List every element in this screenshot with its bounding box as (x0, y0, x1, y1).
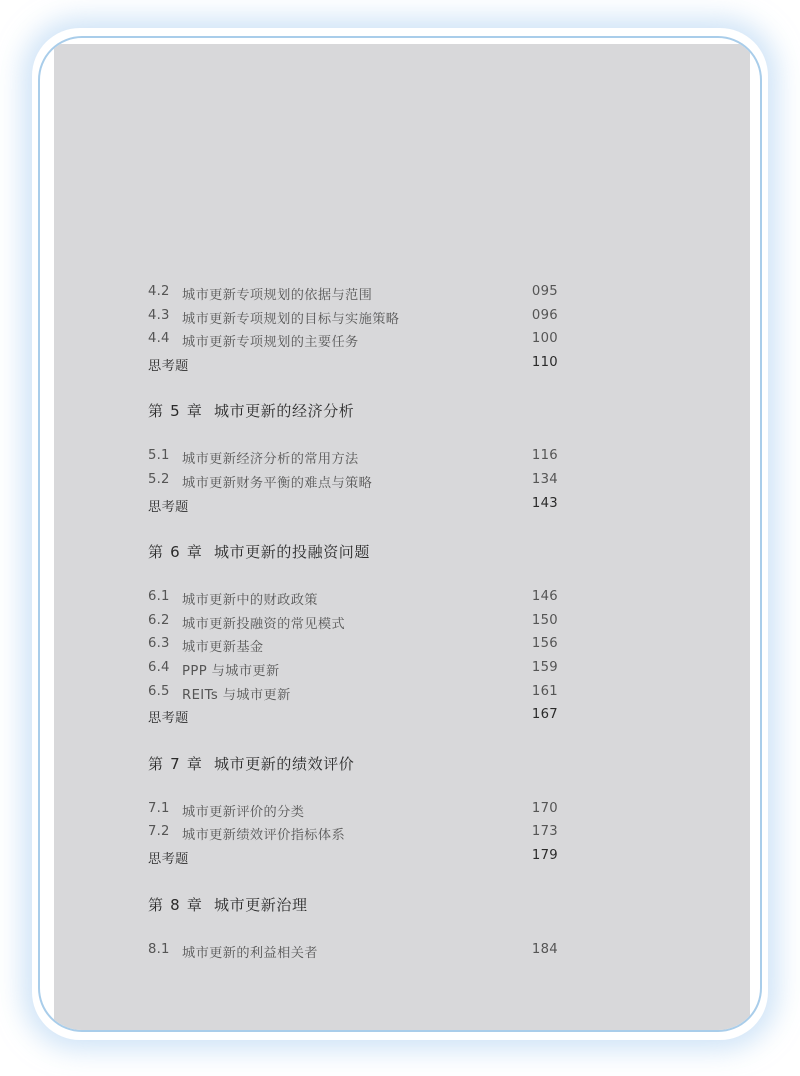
toc-entry[interactable] (148, 940, 558, 964)
section-number: 7.2 (148, 824, 170, 840)
review-questions-entry[interactable] (148, 494, 558, 518)
chapter-title: 城市更新的投融资问题 (214, 543, 371, 562)
toc-entry[interactable] (148, 822, 558, 846)
chapter-title: 城市更新的经济分析 (214, 402, 355, 421)
page-number: 116 (531, 448, 558, 464)
section-number: 4.3 (148, 307, 170, 323)
page-number: 096 (531, 307, 558, 323)
device-frame (38, 36, 762, 1032)
review-questions-entry[interactable] (148, 353, 558, 377)
section-number: 7.1 (148, 800, 170, 816)
chapter-heading[interactable] (148, 753, 558, 799)
toc-entry[interactable] (148, 282, 558, 306)
chapter-heading[interactable] (148, 894, 558, 940)
chapter-number: 第 8 章 (148, 895, 204, 914)
section-title: 城市更新专项规划的目标与实施策略 (182, 311, 400, 327)
page-number: 134 (531, 471, 558, 487)
review-questions-title: 思考题 (148, 711, 189, 727)
page-number: 179 (531, 847, 558, 863)
chapter-heading[interactable] (148, 541, 558, 587)
section-number: 6.4 (148, 659, 170, 675)
page-number: 150 (531, 612, 558, 628)
section-number: 6.2 (148, 612, 170, 628)
page-number: 184 (531, 941, 558, 957)
section-title: 城市更新专项规划的主要任务 (182, 335, 359, 351)
page-number: 100 (531, 331, 558, 347)
toc-entry[interactable] (148, 658, 558, 682)
chapter-title: 城市更新治理 (214, 895, 308, 914)
document-page (54, 44, 750, 1030)
toc-entry[interactable] (148, 587, 558, 611)
review-questions-title: 思考题 (148, 499, 189, 515)
section-number: 4.4 (148, 331, 170, 347)
review-questions-title: 思考题 (148, 851, 189, 867)
toc-entry[interactable] (148, 611, 558, 635)
toc-entry[interactable] (148, 799, 558, 823)
toc-entry[interactable] (148, 446, 558, 470)
toc-entry[interactable] (148, 306, 558, 330)
chapter-number: 第 6 章 (148, 543, 204, 562)
page-number: 159 (531, 659, 558, 675)
chapter-heading[interactable] (148, 400, 558, 446)
section-number: 4.2 (148, 284, 170, 299)
page-number: 143 (531, 495, 558, 511)
section-number: 5.1 (148, 448, 170, 464)
section-number: 5.2 (148, 471, 170, 487)
page-number: 156 (531, 636, 558, 652)
page-number: 167 (531, 707, 558, 723)
section-number: 6.1 (148, 589, 170, 605)
chapter-number: 第 7 章 (148, 754, 204, 773)
section-number: 8.1 (148, 941, 170, 957)
section-title: 城市更新专项规划的依据与范围 (182, 288, 373, 303)
toc-entry[interactable] (148, 682, 558, 706)
review-questions-entry[interactable] (148, 705, 558, 729)
toc-entry[interactable] (148, 329, 558, 353)
section-title: 城市更新评价的分类 (182, 804, 305, 820)
section-title: 城市更新经济分析的常用方法 (182, 452, 359, 468)
section-title: REITs 与城市更新 (182, 687, 291, 703)
section-title: PPP 与城市更新 (182, 663, 280, 679)
page-number: 170 (531, 800, 558, 816)
section-title: 城市更新中的财政政策 (182, 593, 318, 609)
section-title: 城市更新基金 (182, 640, 264, 656)
toc-entry[interactable] (148, 634, 558, 658)
page-number: 173 (531, 824, 558, 840)
section-number: 6.5 (148, 683, 170, 699)
review-questions-title: 思考题 (148, 358, 189, 374)
section-title: 城市更新投融资的常见模式 (182, 616, 346, 632)
page-number: 161 (531, 683, 558, 699)
review-questions-entry[interactable] (148, 846, 558, 870)
toc-entry[interactable] (148, 470, 558, 494)
section-title: 城市更新绩效评价指标体系 (182, 828, 346, 844)
table-of-contents (148, 282, 558, 963)
page-number: 146 (531, 589, 558, 605)
chapter-title: 城市更新的绩效评价 (214, 754, 355, 773)
section-title: 城市更新的利益相关者 (182, 945, 318, 961)
page-number: 095 (531, 284, 558, 299)
page-number: 110 (531, 354, 558, 370)
chapter-number: 第 5 章 (148, 402, 204, 421)
section-number: 6.3 (148, 636, 170, 652)
section-title: 城市更新财务平衡的难点与策略 (182, 475, 373, 491)
